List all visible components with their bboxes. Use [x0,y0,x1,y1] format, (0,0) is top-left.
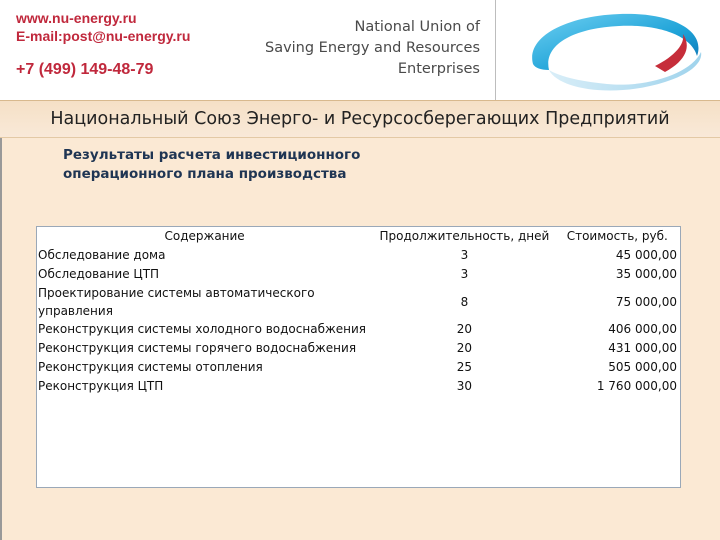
row-cost: 505 000,00 [608,360,677,374]
row-name: Проектирование системы автоматического управления [38,286,315,318]
row-days: 30 [456,379,473,393]
results-table-grid [37,227,680,396]
header [0,0,720,100]
table-row [37,358,680,377]
row-name: Реконструкция ЦТП [38,379,164,393]
row-name: Реконструкция системы холодного водоснабжения [38,322,367,336]
phone-number: +7 (499) 149-48-79 [16,61,154,78]
email-link[interactable]: E-mail:post@nu-energy.ru [16,28,191,44]
org-name-english [248,17,480,80]
column-header-duration: Продолжительность, дней [379,229,550,243]
row-name: Реконструкция системы горячего водоснабжения [38,341,357,355]
org-name-line: Enterprises [397,61,480,77]
org-name-line: Saving Energy and Resources [264,40,480,56]
org-name-line: National Union of [354,19,480,35]
column-header-cost: Стоимость, руб. [566,229,668,243]
row-days: 3 [460,248,469,262]
header-divider [495,0,496,100]
table-row [37,339,680,358]
page-title [63,146,360,184]
content-area [0,138,720,540]
table-row [37,320,680,339]
row-days: 25 [456,360,473,374]
contact-block [16,9,190,79]
banner [0,100,720,138]
row-cost: 406 000,00 [608,322,677,336]
page-title-line: операционного плана производства [63,166,347,182]
table-header-row [37,227,680,246]
row-cost: 75 000,00 [615,294,677,309]
left-border [0,138,2,540]
table-row [37,246,680,265]
row-days: 20 [456,341,473,355]
row-name: Обследование ЦТП [38,267,160,281]
nu-energy-swoosh-logo [515,4,715,100]
row-days: 3 [460,267,469,281]
banner-title: Национальный Союз Энерго- и Ресурсосберегающих Предприятий [50,109,670,129]
row-name: Реконструкция системы отопления [38,360,263,374]
row-cost: 1 760 000,00 [596,379,677,393]
row-days: 20 [456,322,473,336]
results-table [36,226,681,488]
table-row [37,265,680,284]
column-header-content: Содержание [164,229,245,243]
table-row [37,284,680,320]
row-cost: 431 000,00 [608,341,677,355]
table-row [37,377,680,396]
row-cost: 45 000,00 [615,248,677,262]
row-cost: 35 000,00 [615,267,677,281]
row-days: 8 [460,294,469,309]
website-link[interactable]: www.nu-energy.ru [16,10,137,26]
row-name: Обследование дома [38,248,166,262]
page-title-line: Результаты расчета инвестиционного [63,147,361,163]
